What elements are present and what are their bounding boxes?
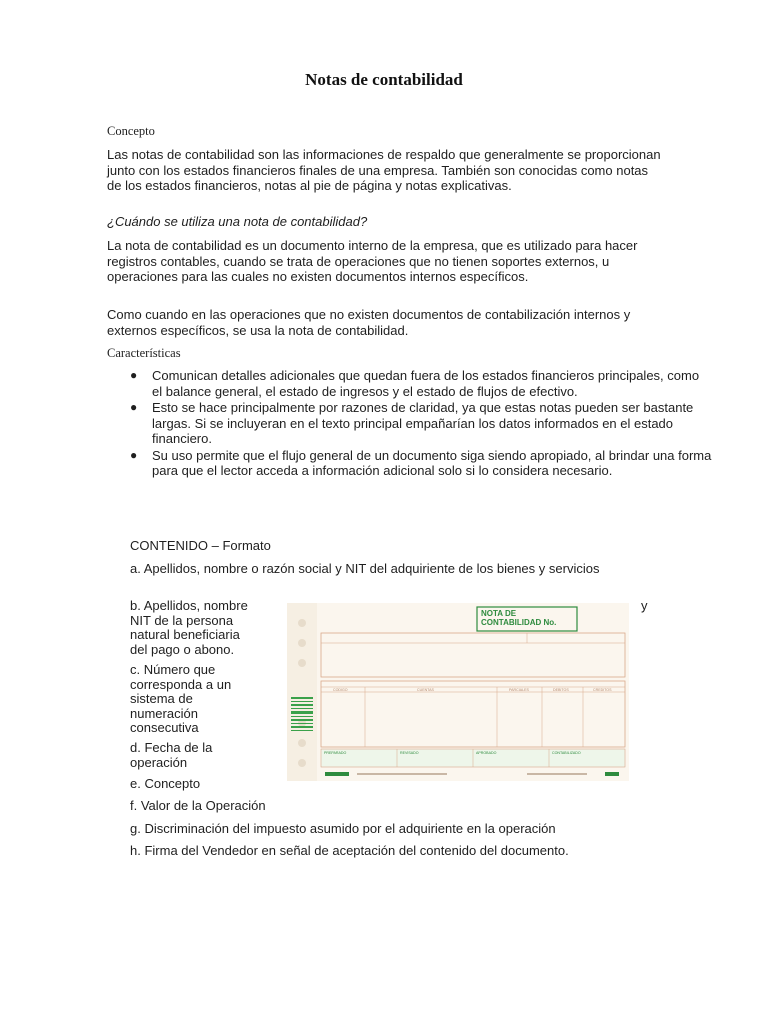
form-header-line2: CONTABILIDAD No. <box>481 618 557 627</box>
contenido-item-f: f. Valor de la Operación <box>130 798 266 813</box>
form-illustration <box>287 603 629 781</box>
form-footer-contabilizado: CONTABILIZADO <box>552 751 581 755</box>
caracteristicas-heading: Características <box>107 346 181 360</box>
list-item: ● Esto se hace principalmente por razones de claridad, ya que estas notas pueden ser bastante largas. Si se incluyeran en el texto principal empañarían los datos informados en el estado financiero. <box>130 400 694 446</box>
form-col-parciales: PARCIALES <box>509 688 529 692</box>
contenido-item-d: d. Fecha de la operación <box>130 740 213 770</box>
concepto-heading: Concepto <box>107 124 155 138</box>
contenido-heading: CONTENIDO – Formato <box>130 538 271 553</box>
form-footer-revisado: REVISADO <box>400 751 419 755</box>
contenido-item-c: c. Número que corresponda a un sistema de numeración consecutiva <box>130 662 232 735</box>
cuando-paragraph-2: Como cuando en las operaciones que no existen documentos de contabilización internos y externos específicos, se usa la nota de contabilidad. <box>107 307 631 338</box>
cuando-question: ¿Cuándo se utiliza una nota de contabilidad? <box>107 214 368 229</box>
cuando-paragraph-1: La nota de contabilidad es un documento interno de la empresa, que es utilizado para hacer registros contables, cuando se trata de operaciones que no tienen soportes externos, u operaciones para las cuales no existen documentos internos específicos. <box>107 238 638 284</box>
bullet-icon: ● <box>130 368 138 382</box>
nota-contabilidad-form-image <box>287 603 629 781</box>
contenido-item-a: a. Apellidos, nombre o razón social y NIT del adquiriente de los bienes y servicios <box>130 561 600 576</box>
bullet-icon: ● <box>130 400 138 414</box>
contenido-item-b: b. Apellidos, nombre NIT de la persona natural beneficiaria del pago o abono. <box>130 598 248 657</box>
list-item: ● Comunican detalles adicionales que quedan fuera de los estados financieros principales, como el balance general, el estado de ingresos y el estado de flujos de efectivo. <box>130 368 700 399</box>
form-col-debitos: DEBITOS <box>553 688 569 692</box>
form-col-codigo: CODIGO <box>333 688 348 692</box>
contenido-item-h: h. Firma del Vendedor en señal de aceptación del contenido del documento. <box>130 843 569 858</box>
contenido-item-b-trailing: y <box>641 598 648 613</box>
list-item: ● Su uso permite que el flujo general de un documento siga siendo apropiado, al brindar una forma para que el lector acceda a información adicional solo si lo considera necesario. <box>130 447 712 478</box>
form-header-line1: NOTA DE <box>481 609 517 618</box>
bullet-icon: ● <box>130 447 138 462</box>
contenido-item-g: g. Discriminación del impuesto asumido por el adquiriente en la operación <box>130 821 556 836</box>
contenido-item-e: e. Concepto <box>130 776 201 791</box>
page-title: Notas de contabilidad <box>305 70 463 89</box>
form-col-creditos: CREDITOS <box>593 688 612 692</box>
form-footer-aprobado: APROBADO <box>476 751 497 755</box>
form-col-cuentas: CUENTAS <box>417 688 434 692</box>
form-footer-preparado: PREPARADO <box>324 751 347 755</box>
caracteristicas-list <box>107 368 712 480</box>
concepto-paragraph: Las notas de contabilidad son las informaciones de respaldo que generalmente se proporcionan junto con los estados financieros finales de una empresa. También son conocidas como notas de los estados financieros, notas al pie de página y notas explicativas. <box>107 147 661 193</box>
